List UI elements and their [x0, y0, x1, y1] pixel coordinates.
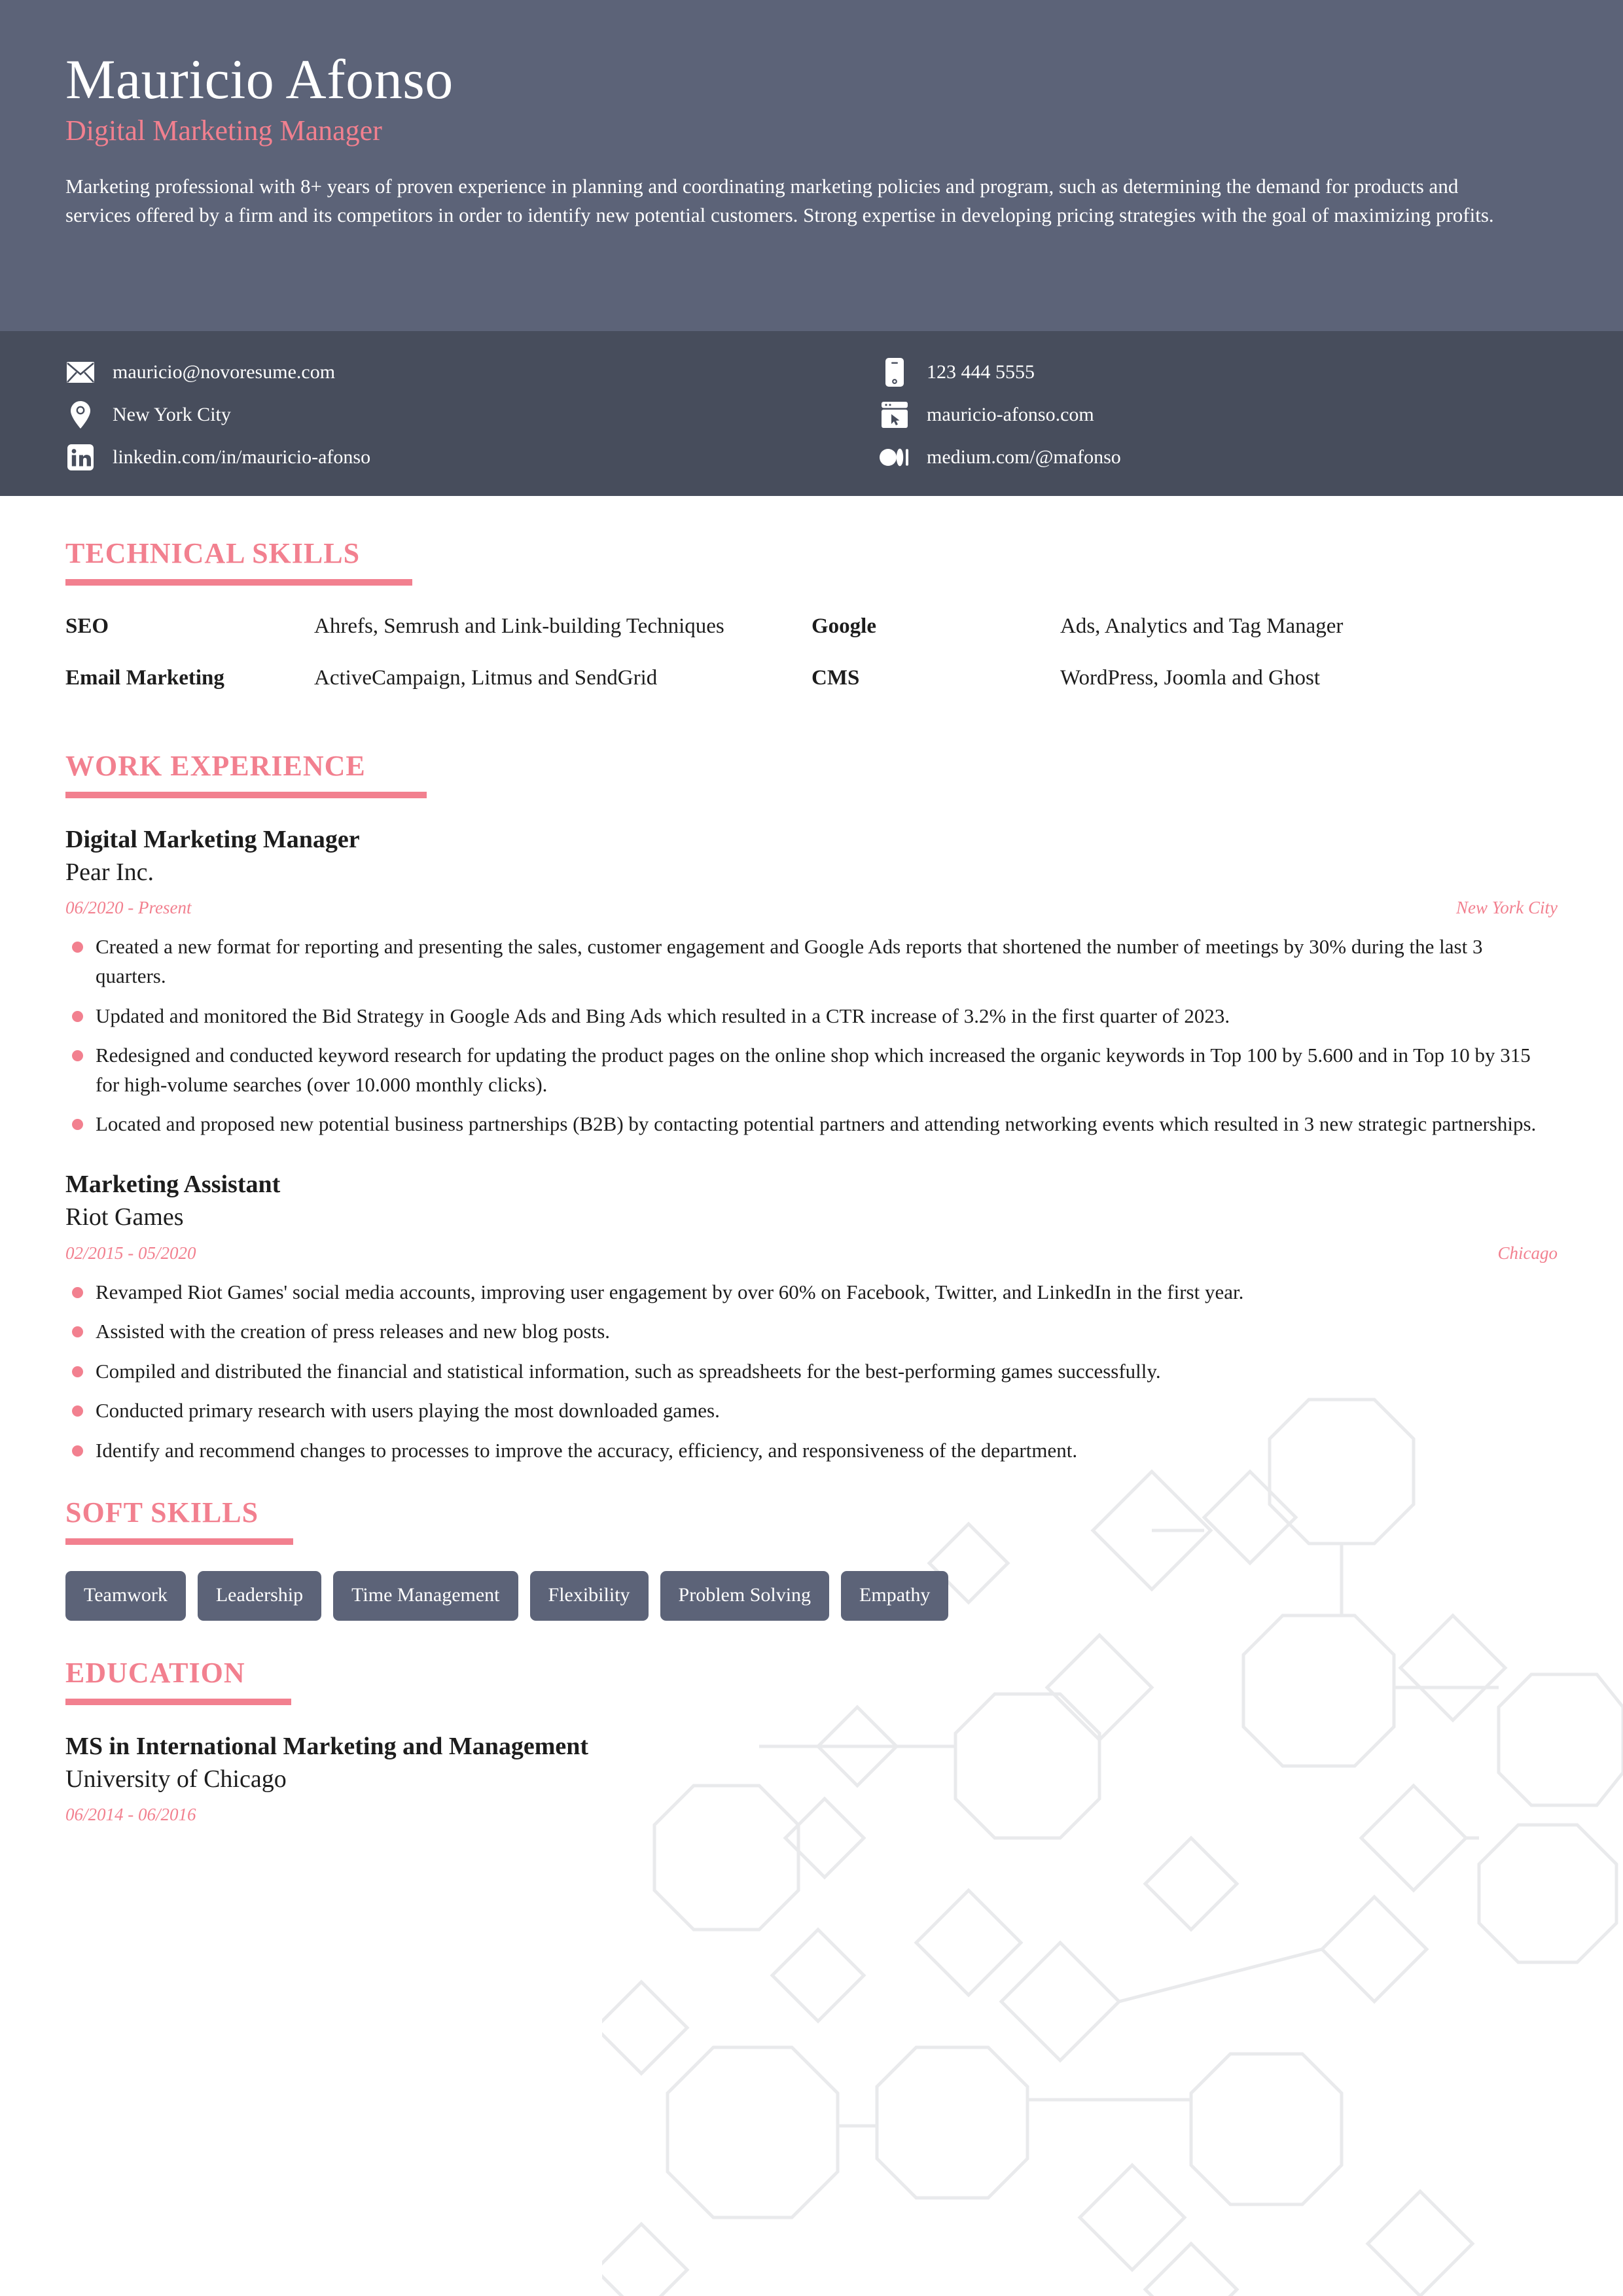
section-work-experience — [65, 749, 1558, 1466]
section-technical-skills — [65, 537, 1558, 715]
medium-icon — [880, 442, 910, 472]
linkedin-icon — [65, 442, 96, 472]
soft-skill-tag: Flexibility — [530, 1571, 649, 1621]
contact-item-medium[interactable] — [880, 437, 1558, 478]
job-bullet: Redesigned and conducted keyword research for updating the product pages on the online shop which increased the organic keywords in Top 100 by 5.600 and in Top 10 by 315 for high-volume searches (over 10.000 monthly clicks). — [65, 1041, 1558, 1099]
resume-header — [0, 0, 1623, 331]
contact-item-location — [65, 395, 812, 435]
header-job-title: Digital Marketing Manager — [65, 114, 382, 147]
job-company: Pear Inc. — [65, 858, 154, 886]
page-title: Mauricio Afonso — [65, 48, 454, 111]
contact-column-left — [65, 352, 812, 478]
skill-value: Ads, Analytics and Tag Manager — [1060, 614, 1344, 638]
section-soft-skills — [65, 1496, 1558, 1621]
job-bullet: Assisted with the creation of press releases and new blog posts. — [65, 1317, 1558, 1347]
contact-linkedin-text: linkedin.com/in/mauricio-afonso — [113, 446, 371, 468]
job-role: Marketing Assistant — [65, 1171, 281, 1198]
skill-name: Email Marketing — [65, 665, 224, 690]
contact-location-text: New York City — [113, 404, 231, 425]
education-dates: 06/2014 - 06/2016 — [65, 1805, 196, 1825]
contact-column-right — [812, 352, 1558, 478]
section-heading-education: EDUCATION — [65, 1656, 245, 1689]
job-bullet: Revamped Riot Games' social media accounts, improving user engagement by over 60% on Facebook, Twitter, and LinkedIn in the first year. — [65, 1278, 1558, 1307]
job-dates: 06/2020 - Present — [65, 898, 192, 918]
skill-item — [812, 663, 1558, 693]
contact-email-text: mauricio@novoresume.com — [113, 361, 336, 383]
contact-bar — [0, 331, 1623, 496]
job-location: Chicago — [1497, 1243, 1558, 1263]
job-bullet: Created a new format for reporting and presenting the sales, customer engagement and Google Ads reports that shortened the number of meetings by 30% during the last 3 quarters. — [65, 932, 1558, 991]
job-location: New York City — [1455, 898, 1558, 918]
contact-medium-text: medium.com/@mafonso — [927, 446, 1121, 468]
resume-body — [0, 496, 1623, 1825]
professional-summary: Marketing professional with 8+ years of proven experience in planning and coordinating marketing policies and program, such as determining the demand for products and services offered by a firm and its competitors in order to identify new potential customers. Strong expertise in developing pricing strategies with the goal of maximizing profits. — [65, 174, 1494, 226]
skill-value: ActiveCampaign, Litmus and SendGrid — [314, 665, 658, 690]
section-heading-work-experience: WORK EXPERIENCE — [65, 749, 366, 782]
section-divider — [65, 792, 427, 798]
section-education — [65, 1656, 1558, 1826]
job-bullet: Updated and monitored the Bid Strategy in Google Ads and Bing Ads which resulted in a CTR increase of 3.2% in the first quarter of 2023. — [65, 1002, 1558, 1031]
contact-item-website[interactable] — [880, 395, 1558, 435]
job-meta — [65, 1243, 1558, 1263]
location-pin-icon — [65, 400, 96, 430]
job-meta — [65, 898, 1558, 918]
soft-skills-tag-list — [65, 1571, 1558, 1621]
section-heading-technical-skills: TECHNICAL SKILLS — [65, 537, 361, 569]
contact-website-text: mauricio-afonso.com — [927, 404, 1094, 425]
skill-name: Google — [812, 614, 876, 638]
job-role: Digital Marketing Manager — [65, 825, 360, 853]
job-dates: 02/2015 - 05/2020 — [65, 1243, 196, 1263]
website-icon — [880, 400, 910, 430]
job-bullet: Located and proposed new potential business partnerships (B2B) by contacting potential partners and attending networking events which resulted in 3 new strategic partnerships. — [65, 1110, 1558, 1139]
skill-value: Ahrefs, Semrush and Link-building Techniques — [314, 614, 724, 638]
job-bullet: Conducted primary research with users playing the most downloaded games. — [65, 1396, 1558, 1426]
skill-item — [812, 612, 1558, 641]
soft-skill-tag: Leadership — [198, 1571, 321, 1621]
job-company: Riot Games — [65, 1203, 184, 1231]
section-divider — [65, 1538, 293, 1545]
contact-item-linkedin[interactable] — [65, 437, 812, 478]
soft-skill-tag: Empathy — [841, 1571, 948, 1621]
work-experience-entry — [65, 1169, 1558, 1466]
technical-skills-grid — [65, 612, 1558, 715]
section-divider — [65, 579, 412, 586]
skill-name: SEO — [65, 614, 109, 638]
skill-value: WordPress, Joomla and Ghost — [1060, 665, 1320, 690]
contact-phone-text: 123 444 5555 — [927, 361, 1035, 383]
job-bullet: Compiled and distributed the financial and statistical information, such as spreadsheets for the best-performing games successfully. — [65, 1357, 1558, 1386]
education-degree: MS in International Marketing and Management — [65, 1732, 589, 1760]
job-bullet-list — [65, 932, 1558, 1139]
skill-item — [65, 663, 812, 693]
contact-item-phone[interactable] — [880, 352, 1558, 393]
education-entry — [65, 1731, 1558, 1826]
phone-icon — [880, 357, 910, 387]
envelope-icon — [65, 357, 96, 387]
skill-item — [65, 612, 812, 641]
soft-skill-tag: Teamwork — [65, 1571, 186, 1621]
job-bullet: Identify and recommend changes to processes to improve the accuracy, efficiency, and responsiveness of the department. — [65, 1436, 1558, 1466]
section-divider — [65, 1699, 291, 1705]
soft-skill-tag: Time Management — [333, 1571, 518, 1621]
education-school: University of Chicago — [65, 1765, 287, 1793]
skill-name: CMS — [812, 665, 860, 690]
soft-skill-tag: Problem Solving — [660, 1571, 830, 1621]
job-bullet-list — [65, 1278, 1558, 1466]
contact-item-email[interactable] — [65, 352, 812, 393]
section-heading-soft-skills: SOFT SKILLS — [65, 1496, 259, 1528]
work-experience-entry — [65, 824, 1558, 1139]
